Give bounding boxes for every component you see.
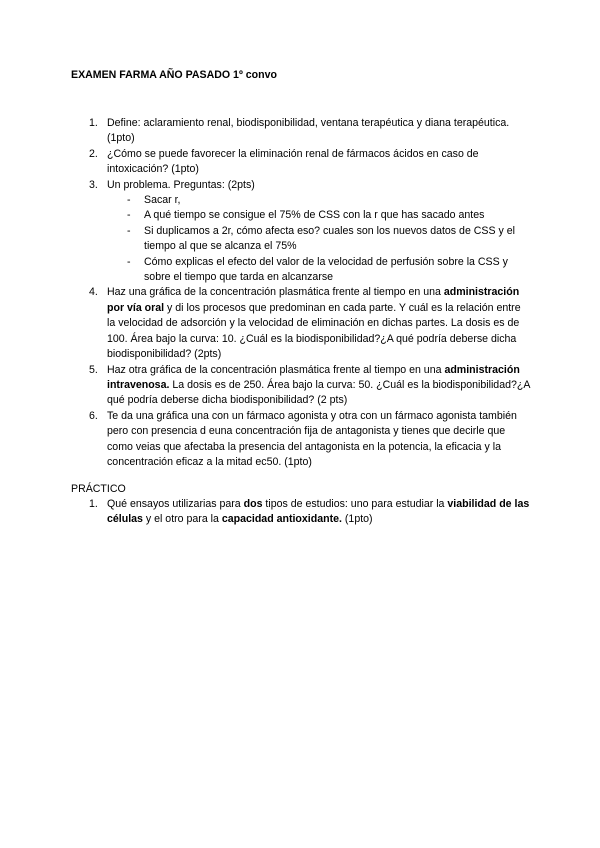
item-number: 2. xyxy=(89,147,98,160)
item-number: 3. xyxy=(89,178,98,191)
item-number: 6. xyxy=(89,409,98,422)
exam-title: EXAMEN FARMA AÑO PASADO 1º convo xyxy=(71,69,277,81)
question-item-6 xyxy=(71,409,531,471)
dash-bullet: - xyxy=(127,209,131,222)
item-text: Haz otra gráfica de la concentración plasmática frente al tiempo en una xyxy=(107,363,445,376)
practico-item-1 xyxy=(71,497,531,528)
dash-bullet: - xyxy=(127,255,131,268)
question-item-1 xyxy=(71,116,531,147)
practico-section xyxy=(71,482,126,497)
item-text: (1pto) xyxy=(341,513,373,526)
item-text: Haz una gráfica de la concentración plasmática frente al tiempo en una xyxy=(107,286,444,299)
item-text: Define: aclaramiento renal, biodisponibilidad, ventana terapéutica y diana terapéutica. (1pto) xyxy=(107,117,510,145)
item-text: Te da una gráfica una con un fármaco agonista y otra con un fármaco agonista también pero con presencia d euna concentración fija de antagonista y tienes que decirle que como veias que afectaba la presencia del antagonista en la potencia, la eficacia y la concentración eficaz a la mitad ec50. (1pto) xyxy=(107,409,517,468)
item-text: Qué ensayos utilizarias para xyxy=(107,498,244,510)
question-item-2 xyxy=(71,147,531,178)
sub-item-text: Sacar r, xyxy=(144,194,181,207)
sub-item-4 xyxy=(71,255,531,286)
question-item-4 xyxy=(71,285,531,362)
practico-list xyxy=(71,497,531,528)
sub-item-1 xyxy=(71,193,531,208)
bold-text: capacidad antioxidante. xyxy=(221,513,342,526)
item-text: tipos de estudios: uno para estudiar la xyxy=(262,498,448,510)
sub-item-3 xyxy=(71,224,531,255)
practico-heading: PRÁCTICO xyxy=(71,483,126,495)
question-list xyxy=(71,116,531,470)
item-text: La dosis es de 250. Área bajo la curva: 50. ¿Cuál es la biodisponibilidad?¿A qué podría deberse dicha biodisponibilidad? (2 pts) xyxy=(107,378,530,407)
bold-text: administración por vía oral xyxy=(107,286,520,314)
item-text: y el otro para la xyxy=(142,513,222,526)
item-number: 1. xyxy=(89,498,98,510)
question-item-3 xyxy=(71,178,531,193)
bold-text: viabilidad de las células xyxy=(107,498,530,526)
item-number: 1. xyxy=(89,117,98,129)
bold-text: dos xyxy=(243,498,263,510)
dash-bullet: - xyxy=(127,224,131,237)
sub-item-text: A qué tiempo se consigue el 75% de CSS con la r que has sacado antes xyxy=(144,209,485,222)
sub-item-2 xyxy=(71,208,531,223)
dash-bullet: - xyxy=(127,194,131,207)
item-text: Un problema. Preguntas: (2pts) xyxy=(107,178,255,191)
sub-item-text: Cómo explicas el efecto del valor de la velocidad de perfusión sobre la CSS y sobre el tiempo que tarda en alcanzarse xyxy=(144,255,508,284)
item-number: 5. xyxy=(89,363,98,376)
item-text: y di los procesos que predominan en cada parte. Y cuál es la relación entre la velocidad de adsorción y la velocidad de eliminación en dichas partes. La dosis es de 100. Área bajo la curva: 10. ¿Cuál es la biodisponibilidad?¿A qué podría deberse dicha biodisponibilidad? (2pts) xyxy=(107,301,521,361)
question-item-5 xyxy=(71,363,531,409)
bold-text: administración intravenosa. xyxy=(107,363,520,391)
item-text: ¿Cómo se puede favorecer la eliminación renal de fármacos ácidos en caso de intoxicación? (1pto) xyxy=(107,147,479,176)
sub-item-text: Si duplicamos a 2r, cómo afecta eso? cuales son los nuevos datos de CSS y el tiempo al que se alcanza el 75% xyxy=(144,224,515,253)
item-number: 4. xyxy=(89,286,98,299)
